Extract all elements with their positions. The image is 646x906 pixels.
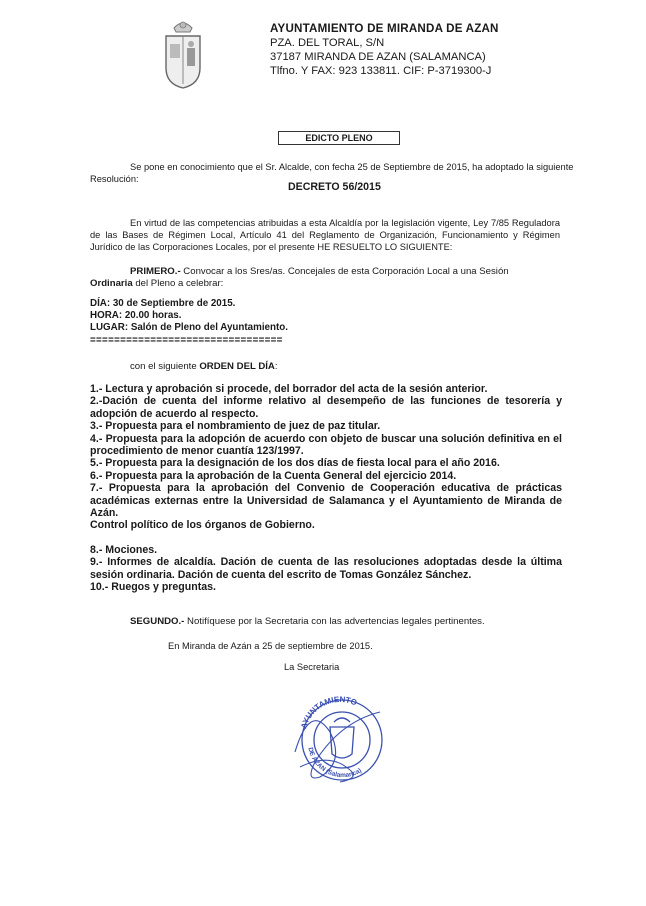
- primero-paragraph: [90, 266, 560, 290]
- place-date: En Miranda de Azán a 25 de septiembre de 2015.: [168, 641, 373, 651]
- agenda-item: 5.- Propuesta para la designación de los dos días de fiesta local para el año 2016.: [90, 457, 500, 470]
- intro-line-1: Se pone en conocimiento que el Sr. Alcalde, con fecha 25 de Septiembre de 2015, ha adoptado la siguiente: [130, 162, 574, 172]
- letterhead: [270, 22, 630, 78]
- orden-intro: [130, 361, 278, 373]
- primero-label: PRIMERO.-: [130, 266, 181, 277]
- primero-text-2: del Pleno a celebrar:: [132, 278, 224, 289]
- agenda-list: [90, 383, 562, 594]
- orden-colon: :: [274, 361, 278, 372]
- agenda-item: 8.- Mociones.: [90, 543, 158, 556]
- agenda-item: 9.- Informes de alcaldía. Dación de cuenta de las resoluciones adoptadas desde la última sesión ordinaria. Dación de cuenta del escrito de Tomas González Sánchez.: [90, 556, 562, 581]
- city-line: 37187 MIRANDA DE AZAN (SALAMANCA): [270, 51, 486, 63]
- official-stamp-and-signature: [290, 682, 390, 792]
- agenda-item: 2.-Dación de cuenta del informe relativo al desempeño de las funciones de tesorería y adopción de acuerdo al respecto.: [90, 395, 562, 420]
- agenda-item: 6.- Propuesta para la aprobación de la Cuenta General del ejercicio 2014.: [90, 469, 457, 482]
- edicto-title-box: EDICTO PLENO: [278, 131, 400, 145]
- primero-text: Convocar a los Sres/as. Concejales de esta Corporación Local a una Sesión: [180, 266, 509, 277]
- contact-line: Tlfno. Y FAX: 923 133811. CIF: P-3719300-J: [270, 65, 492, 77]
- orden-intro-text: con el siguiente: [130, 361, 200, 372]
- segundo-paragraph: [130, 616, 485, 628]
- agenda-item: Control político de los órganos de Gobierno.: [90, 519, 315, 532]
- agenda-item: 4.- Propuesta para la adopción de acuerdo con objeto de buscar una solución definitiva en el procedimiento de menor cuantía 123/1997.: [90, 432, 562, 458]
- address-line: PZA. DEL TORAL, S/N: [270, 37, 385, 49]
- segundo-label: SEGUNDO.-: [130, 616, 185, 627]
- municipal-crest-logo: [160, 18, 206, 90]
- session-hour: HORA: 20.00 horas.: [90, 310, 182, 322]
- orden-del-dia-label: ORDEN DEL DÍA: [199, 361, 275, 372]
- svg-text:AYUNTAMIENTO: AYUNTAMIENTO: [299, 694, 359, 730]
- agenda-item: 7.- Propuesta para la aprobación del Convenio de Cooperación educativa de prácticas académicas externas entre la Universidad de Salamanca y el Ayuntamiento de Miranda de Azán.: [90, 482, 562, 520]
- session-day: DÍA: 30 de Septiembre de 2015.: [90, 298, 236, 309]
- segundo-text: Notifíquese por la Secretaria con las advertencias legales pertinentes.: [184, 616, 485, 627]
- signer-title: La Secretaria: [284, 662, 340, 672]
- agenda-item: 1.- Lectura y aprobación si procede, del borrador del acta de la sesión anterior.: [90, 383, 488, 395]
- ordinaria-label: Ordinaria: [90, 278, 133, 289]
- session-place: LUGAR: Salón de Pleno del Ayuntamiento.: [90, 322, 288, 334]
- separator-line: ================================: [90, 334, 283, 346]
- competencias-paragraph: En virtud de las competencias atribuidas a esta Alcaldía por la legislación vigente, Ley 7/85 Reguladora de las Bases de Régimen Local, Artículo 41 del Reglamento de Organización, Funcionamiento y Régimen Jurídico de las Corporaciones Locales, por el presente HE RESUELTO LO SIGUIENTE:: [90, 218, 560, 252]
- agenda-item: 3.- Propuesta para el nombramiento de juez de paz titular.: [90, 420, 381, 433]
- svg-text:DE AZAN (Salamanca): DE AZAN (Salamanca): [306, 746, 363, 780]
- intro-line-2: Resolución:: [90, 174, 139, 184]
- institution-name: AYUNTAMIENTO DE MIRANDA DE AZAN: [270, 22, 499, 35]
- agenda-item: 10.- Ruegos y preguntas.: [90, 581, 216, 594]
- session-details: [90, 298, 288, 347]
- decree-number: DECRETO 56/2015: [288, 181, 381, 193]
